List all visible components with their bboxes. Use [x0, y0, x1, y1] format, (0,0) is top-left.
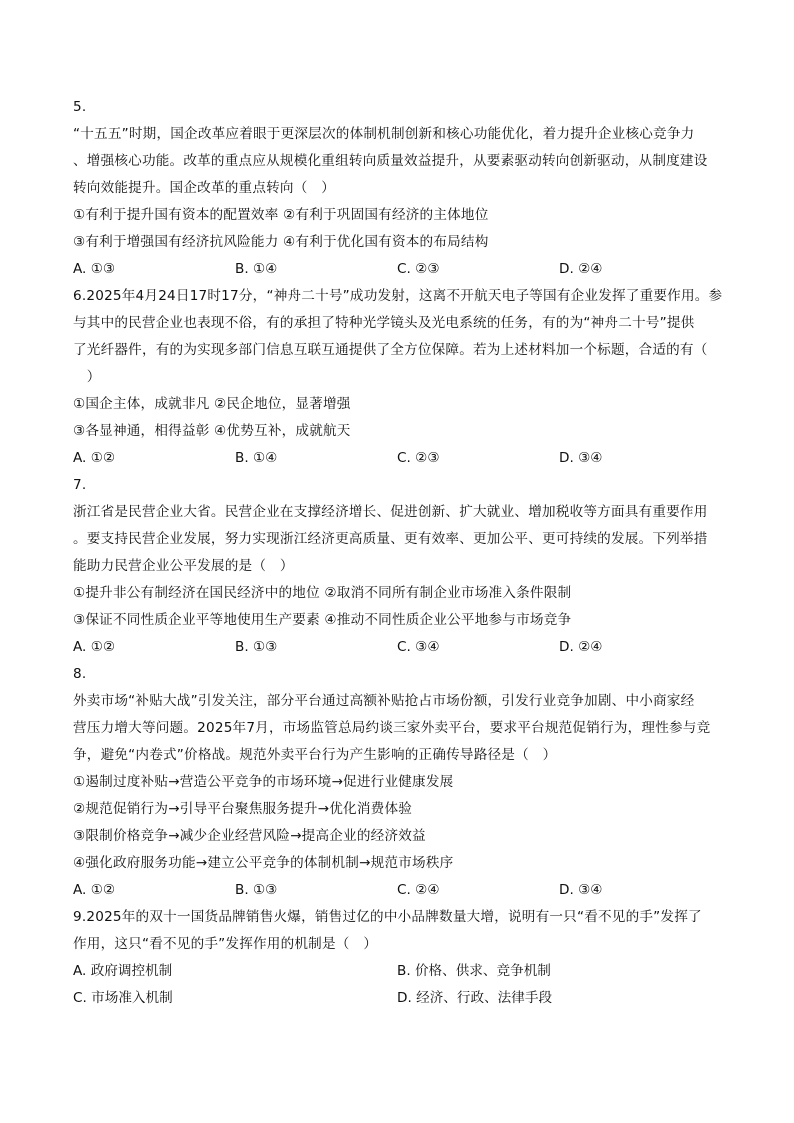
option-c[interactable]: C. 市场准入机制	[73, 990, 173, 1006]
option-d[interactable]: D. ②④	[559, 261, 603, 277]
answer-options	[73, 634, 723, 661]
question-stem-line: 营压力增大等问题。2025年7月，市场监管总局约谈三家外卖平台，要求平台规范促销行为，理性参与竞	[73, 720, 711, 736]
option-c[interactable]: C. ③④	[397, 639, 440, 655]
statement-line: ①提升非公有制经济在国民经济中的地位 ②取消不同所有制企业市场准入条件限制	[73, 585, 572, 601]
statement-line: ②规范促销行为→引导平台聚焦服务提升→优化消费体验	[73, 801, 413, 817]
answer-options	[73, 445, 723, 472]
questions-content	[73, 94, 723, 1012]
option-b[interactable]: B. ①③	[235, 882, 278, 898]
question-stem-line: ）	[73, 369, 101, 385]
statement-line: ①国企主体，成就非凡 ②民企地位，显著增强	[73, 396, 351, 412]
question-5	[73, 94, 723, 283]
question-number: 5.	[73, 99, 87, 115]
question-stem-line: 。要支持民营企业发展，努力实现浙江经济更高质量、更有效率、更加公平、更可持续的发展。下列举措	[73, 531, 708, 547]
option-d[interactable]: D. ③④	[559, 450, 603, 466]
question-number: 8.	[73, 666, 87, 682]
statement-line: ④强化政府服务功能→建立公平竞争的体制机制→规范市场秩序	[73, 855, 454, 871]
answer-options	[73, 877, 723, 904]
option-a[interactable]: A. ①②	[73, 450, 116, 466]
option-c[interactable]: C. ②③	[397, 261, 440, 277]
answer-options-row	[73, 958, 723, 985]
option-b[interactable]: B. ①④	[235, 261, 278, 277]
question-stem-line: 6.2025年4月24日17时17分，“神舟二十号”成功发射，这离不开航天电子等国有企业发挥了重要作用。参	[73, 288, 723, 304]
question-8	[73, 661, 723, 904]
option-b[interactable]: B. ①④	[235, 450, 278, 466]
question-stem-line: 能助力民营企业公平发展的是（ ）	[73, 558, 294, 574]
question-stem-line: “十五五”时期，国企改革应着眼于更深层次的体制机制创新和核心功能优化，着力提升企业核心竞争力	[73, 126, 695, 142]
question-6	[73, 283, 723, 472]
question-9	[73, 904, 723, 1012]
option-a[interactable]: A. ①③	[73, 261, 116, 277]
option-d[interactable]: D. 经济、行政、法律手段	[397, 990, 553, 1006]
question-stem-line: 浙江省是民营企业大省。民营企业在支撑经济增长、促进创新、扩大就业、增加税收等方面具有重要作用	[73, 504, 708, 520]
statement-line: ①遏制过度补贴→营造公平竞争的市场环境→促进行业健康发展	[73, 774, 454, 790]
option-b[interactable]: B. ①③	[235, 639, 278, 655]
option-a[interactable]: A. ①②	[73, 639, 116, 655]
question-stem-line: 转向效能提升。国企改革的重点转向（ ）	[73, 180, 336, 196]
option-a[interactable]: A. 政府调控机制	[73, 963, 173, 979]
answer-options-row	[73, 985, 723, 1012]
statement-line: ③各显神通，相得益彰 ④优势互补，成就航天	[73, 423, 351, 439]
question-stem-line: 了光纤器件，有的为实现多部门信息互联互通提供了全方位保障。若为上述材料加一个标题，合适的有（	[73, 342, 708, 358]
question-stem-line: 9.2025年的双十一国货品牌销售火爆，销售过亿的中小品牌数量大增，说明有一只“看不见的手”发挥了	[73, 909, 702, 925]
statement-line: ③限制价格竞争→减少企业经营风险→提高企业的经济效益	[73, 828, 426, 844]
question-stem-line: 作用，这只“看不见的手”发挥作用的机制是（ ）	[73, 936, 378, 952]
option-d[interactable]: D. ②④	[559, 639, 603, 655]
option-d[interactable]: D. ③④	[559, 882, 603, 898]
question-7	[73, 472, 723, 661]
answer-options	[73, 256, 723, 283]
statement-line: ①有利于提升国有资本的配置效率 ②有利于巩固国有经济的主体地位	[73, 207, 489, 223]
option-c[interactable]: C. ②③	[397, 450, 440, 466]
question-stem-line: 外卖市场“补贴大战”引发关注，部分平台通过高额补贴抢占市场份额，引发行业竞争加剧、中小商家经	[73, 693, 695, 709]
statement-line: ③保证不同性质企业平等地使用生产要素 ④推动不同性质企业公平地参与市场竞争	[73, 612, 572, 628]
statement-line: ③有利于增强国有经济抗风险能力 ④有利于优化国有资本的布局结构	[73, 234, 489, 250]
option-c[interactable]: C. ②④	[397, 882, 440, 898]
option-a[interactable]: A. ①②	[73, 882, 116, 898]
question-stem-line: 争，避免“内卷式”价格战。规范外卖平台行为产生影响的正确传导路径是（ ）	[73, 747, 557, 763]
question-stem-line: 、增强核心功能。改革的重点应从规模化重组转向质量效益提升，从要素驱动转向创新驱动，从制度建设	[73, 153, 708, 169]
question-number: 7.	[73, 477, 87, 493]
question-stem-line: 与其中的民营企业也表现不俗，有的承担了特种光学镜头及光电系统的任务，有的为“神舟二十号”提供	[73, 315, 695, 331]
option-b[interactable]: B. 价格、供求、竞争机制	[397, 963, 551, 979]
